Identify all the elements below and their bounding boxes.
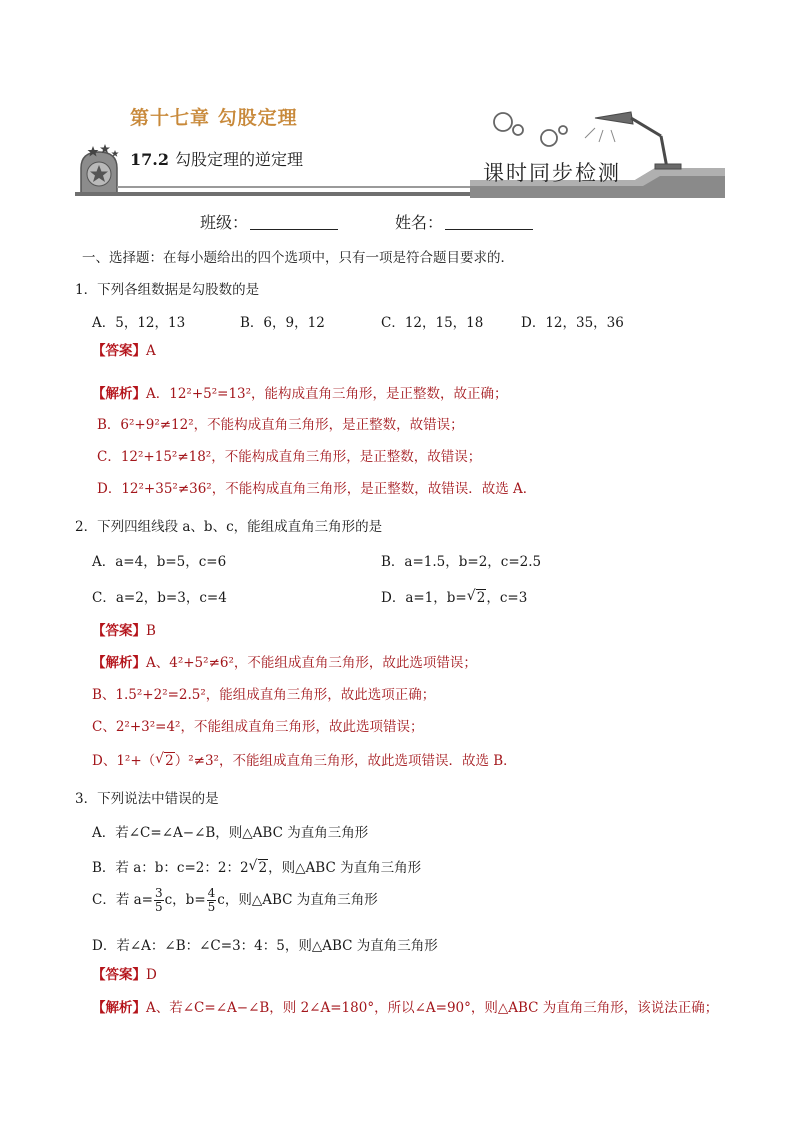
q2-option-d-radicand: 2: [476, 590, 486, 606]
answer-tag: 【答案】: [92, 967, 146, 983]
q2-explanation-a: [92, 654, 477, 672]
q2-option-b: B．a=1.5，b=2，c=2.5: [381, 554, 542, 570]
q2-option-a: A．a=4，b=5，c=6: [92, 554, 227, 570]
q1-option-a: A．5，12，13: [92, 315, 186, 331]
fraction: [154, 887, 164, 914]
chapter-title: 第十七章 勾股定理: [130, 107, 298, 129]
fraction: [207, 887, 217, 914]
section-number: 17.2: [130, 150, 169, 169]
sqrt-icon: √ 2: [155, 751, 174, 769]
q1-option-b: B．6，9，12: [240, 315, 325, 331]
fraction-denominator: 5: [207, 900, 216, 914]
sqrt-icon: √ 2: [248, 858, 268, 876]
q2-exp-d-radicand: 2: [165, 753, 174, 769]
q2-stem: 2．下列四组线段 a、b、c，能组成直角三角形的是: [75, 519, 383, 535]
q3-answer: [92, 966, 157, 984]
q3-option-c-post: c，则△ABC 为直角三角形: [217, 892, 378, 908]
class-blank[interactable]: [250, 213, 338, 230]
q3-option-c-pre: C．若 a=: [92, 892, 153, 908]
q2-exp-d-pre: D、1²+（: [92, 753, 156, 769]
fraction-denominator: 5: [154, 900, 163, 914]
q1-option-d: D．12，35，36: [521, 315, 624, 331]
q3-option-c: [92, 887, 378, 914]
name-field: [395, 210, 533, 233]
q3-option-b-radicand: 2: [258, 860, 268, 876]
q1-answer-value: A: [146, 343, 156, 359]
q3-option-c-mid: c，b=: [164, 892, 206, 908]
q2-exp-b: B、1.5²+2²=2.5²，能组成直角三角形，故此选项正确；: [92, 687, 436, 703]
name-blank[interactable]: [445, 213, 533, 230]
q3-answer-value: D: [146, 967, 157, 983]
answer-tag: 【答案】: [92, 623, 146, 639]
q3-stem: 3．下列说法中错误的是: [75, 791, 219, 807]
q2-option-c: C．a=2，b=3，c=4: [92, 590, 227, 606]
q2-option-d-pre: D．a=1，b=: [381, 590, 467, 606]
analysis-tag: 【解析】: [92, 655, 146, 671]
bubbles-icon: [494, 113, 567, 146]
q1-explanation-a: [92, 385, 508, 403]
q2-option-d-post: ，c=3: [486, 590, 528, 606]
q2-exp-c: C、2²+3²=4²，不能组成直角三角形，故此选项错误；: [92, 719, 424, 735]
q2-exp-d-post: ）²≠3²，不能组成直角三角形，故此选项错误．故选 B．: [174, 753, 517, 769]
q3-explanation-a: [92, 999, 718, 1017]
q3-option-b-pre: B．若 a：b：c=2：2：2: [92, 860, 249, 876]
star-badge-icon: [81, 144, 119, 194]
class-label: 班级：: [200, 213, 249, 232]
banner-label: 课时同步检测: [483, 161, 621, 185]
q2-exp-d: [92, 752, 517, 770]
answer-tag: 【答案】: [92, 343, 146, 359]
q1-exp-a: A．12²+5²=13²，能构成直角三角形，是正整数，故正确；: [146, 386, 508, 402]
q1-answer: [92, 342, 156, 360]
q3-option-d: D．若∠A：∠B：∠C=3：4：5，则△ABC 为直角三角形: [92, 938, 438, 954]
sqrt-icon: √ 2: [466, 588, 486, 606]
q1-option-c: C．12，15，18: [381, 315, 484, 331]
fraction-numerator: 4: [207, 886, 216, 900]
q3-exp-a: A、若∠C=∠A−∠B，则 2∠A=180°，所以∠A=90°，则△ABC 为直角三角形，该说法正确；: [146, 1000, 719, 1016]
q2-option-d: [381, 586, 527, 606]
analysis-tag: 【解析】: [92, 1000, 146, 1016]
q3-option-a: A．若∠C=∠A−∠B，则△ABC 为直角三角形: [92, 825, 369, 841]
q2-answer-value: B: [146, 623, 156, 639]
q2-exp-a: A、4²+5²≠6²，不能组成直角三角形，故此选项错误；: [146, 655, 477, 671]
section-title: [130, 147, 303, 170]
q3-option-b: [92, 856, 421, 876]
q1-exp-d: D．12²+35²≠36²，不能构成直角三角形，是正整数，故错误．故选 A．: [97, 481, 537, 497]
name-label: 姓名：: [395, 213, 444, 232]
q1-stem: 1．下列各组数据是勾股数的是: [75, 282, 260, 298]
class-field: [200, 210, 338, 233]
q1-exp-c: C．12²+15²≠18²，不能构成直角三角形，是正整数，故错误；: [97, 449, 482, 465]
q1-exp-b: B．6²+9²≠12²，不能构成直角三角形，是正整数，故错误；: [97, 417, 464, 433]
section-name: 勾股定理的逆定理: [174, 150, 303, 169]
q2-answer: [92, 622, 156, 640]
section-intro: 一、选择题：在每小题给出的四个选项中，只有一项是符合题目要求的．: [82, 250, 514, 266]
q3-option-b-post: ，则△ABC 为直角三角形: [268, 860, 422, 876]
analysis-tag: 【解析】: [92, 386, 146, 402]
fraction-numerator: 3: [154, 886, 163, 900]
